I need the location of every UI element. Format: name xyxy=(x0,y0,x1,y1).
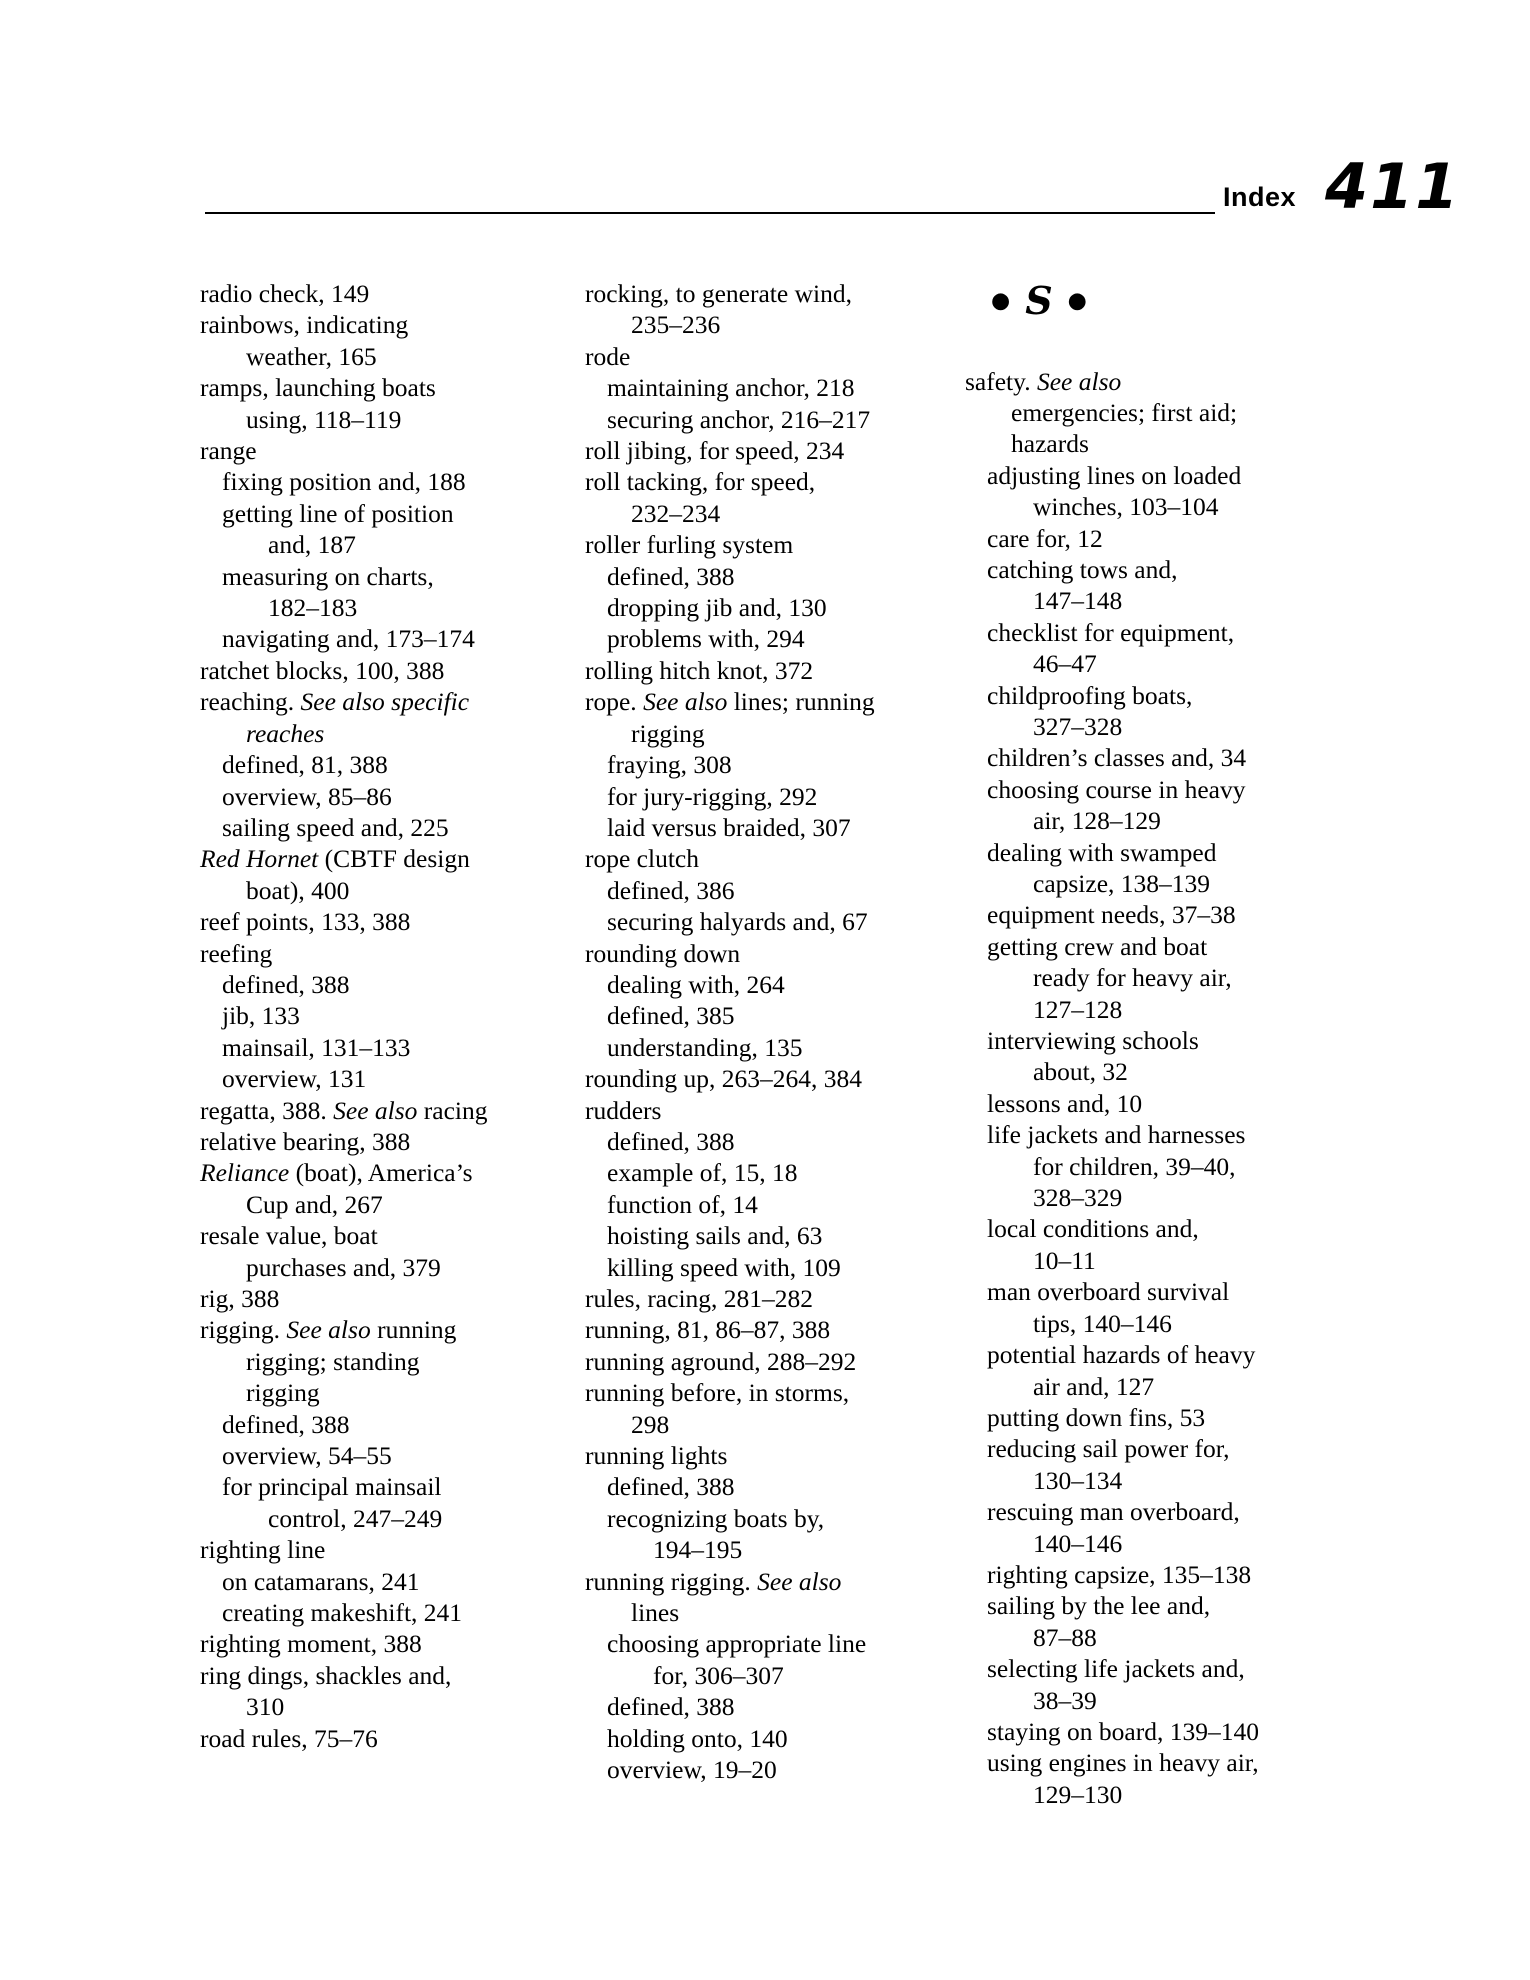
index-subentry: righting capsize, 135–138 xyxy=(987,1559,1252,1589)
index-subentry: potential hazards of heavy air and, 127 xyxy=(987,1340,1256,1401)
index-entry: rudders xyxy=(585,1095,662,1125)
index-entry: roller furling system xyxy=(585,530,794,560)
section-letter-heading: ● S ● xyxy=(991,277,1089,323)
index-subentry: defined, 81, 388 xyxy=(222,750,388,780)
index-subentry: fixing position and, 188 xyxy=(222,467,466,497)
index-columns xyxy=(200,278,1380,1878)
index-subentry: sailing speed and, 225 xyxy=(222,812,449,842)
index-subentry: interviewing schools about, 32 xyxy=(987,1026,1199,1087)
index-entry: radio check, 149 xyxy=(200,279,370,308)
index-entry: running, 81, 86–87, 388 xyxy=(585,1315,831,1345)
index-subentry: getting crew and boat ready for heavy air, 127–128 xyxy=(987,931,1232,1024)
index-entry: righting line xyxy=(200,1535,326,1565)
index-entry: ring dings, shackles and, 310 xyxy=(200,1660,452,1722)
page-header xyxy=(205,150,1475,230)
index-subentry: fraying, 308 xyxy=(607,750,732,780)
index-subentry: equipment needs, 37–38 xyxy=(987,900,1236,930)
index-entry: roll jibing, for speed, 234 xyxy=(585,436,845,466)
index-subentry: overview, 85–86 xyxy=(222,781,392,811)
index-subentry: securing anchor, 216–217 xyxy=(607,404,871,434)
index-subentry: dropping jib and, 130 xyxy=(607,593,827,623)
index-subentry: staying on board, 139–140 xyxy=(987,1716,1259,1746)
index-subentry: mainsail, 131–133 xyxy=(222,1032,411,1062)
index-subentry: recognizing boats by, 194–195 xyxy=(607,1503,825,1565)
index-subentry: choosing appropriate line for, 306–307 xyxy=(607,1629,867,1690)
index-subentry: understanding, 135 xyxy=(607,1032,803,1062)
index-subentry: laid versus braided, 307 xyxy=(607,812,851,842)
index-subentry: for jury-rigging, 292 xyxy=(607,781,818,811)
index-subentry: example of, 15, 18 xyxy=(607,1158,798,1188)
index-column-2 xyxy=(585,278,945,1786)
index-subentry: rescuing man overboard, 140–146 xyxy=(987,1497,1240,1558)
index-subentry: defined, 388 xyxy=(607,1126,735,1156)
index-entry: safety. See also emergencies; first aid; hazards xyxy=(965,366,1238,459)
index-subentry: function of, 14 xyxy=(607,1189,758,1219)
header-rule xyxy=(205,212,1215,214)
index-subentry: defined, 388 xyxy=(222,969,350,999)
index-entry: rainbows, indicating weather, 165 xyxy=(200,310,409,371)
index-entry: relative bearing, 388 xyxy=(200,1126,411,1156)
index-entry: rode xyxy=(585,341,631,371)
header-label: Index xyxy=(1223,182,1297,212)
index-subentry: dealing with swamped capsize, 138–139 xyxy=(987,837,1217,898)
index-subentry: defined, 388 xyxy=(607,1692,735,1722)
index-subentry: checklist for equipment, 46–47 xyxy=(987,617,1235,679)
index-entry: reaching. See also specific reaches xyxy=(200,687,470,748)
index-entry: running aground, 288–292 xyxy=(585,1346,857,1376)
index-subentry: children’s classes and, 34 xyxy=(987,743,1247,773)
page-number: 411 xyxy=(1325,150,1461,223)
index-entry: regatta, 388. See also racing xyxy=(200,1095,488,1125)
index-subentry: lessons and, 10 xyxy=(987,1088,1143,1118)
index-subentry: care for, 12 xyxy=(987,523,1103,553)
index-entry: rope clutch xyxy=(585,844,699,874)
index-subentry: holding onto, 140 xyxy=(607,1723,788,1753)
index-subentry: defined, 388 xyxy=(607,561,735,591)
index-entry: running rigging. See also lines xyxy=(585,1566,842,1628)
index-subentry: maintaining anchor, 218 xyxy=(607,373,855,403)
index-subentry: hoisting sails and, 63 xyxy=(607,1221,823,1251)
index-entry: running before, in storms, 298 xyxy=(585,1378,850,1439)
index-entry: rules, racing, 281–282 xyxy=(585,1284,814,1313)
index-subentry: killing speed with, 109 xyxy=(607,1252,841,1282)
index-subentry: dealing with, 264 xyxy=(607,969,785,999)
index-subentry: defined, 386 xyxy=(607,875,735,905)
index-entry: rigging. See also running rigging; standing rigging xyxy=(200,1315,457,1408)
index-subentry: life jackets and harnesses for children, 39–40, 328–329 xyxy=(987,1120,1246,1213)
index-subentry: getting line of position and, 187 xyxy=(222,498,454,560)
index-subentry: defined, 388 xyxy=(222,1409,350,1439)
index-subentry: selecting life jackets and, 38–39 xyxy=(987,1654,1245,1715)
index-column-3 xyxy=(965,278,1325,1810)
index-subentry: overview, 131 xyxy=(222,1064,367,1094)
index-entry: resale value, boat purchases and, 379 xyxy=(200,1221,441,1282)
index-subentry: local conditions and, 10–11 xyxy=(987,1214,1199,1275)
index-subentry: adjusting lines on loaded winches, 103–104 xyxy=(987,460,1242,522)
index-entry: running lights xyxy=(585,1441,728,1471)
index-entry: ratchet blocks, 100, 388 xyxy=(200,655,445,685)
index-entry: rolling hitch knot, 372 xyxy=(585,655,814,685)
index-subentry: reducing sail power for, 130–134 xyxy=(987,1434,1230,1495)
index-subentry: catching tows and, 147–148 xyxy=(987,554,1178,616)
index-subentry: jib, 133 xyxy=(222,1001,300,1031)
index-entry: range xyxy=(200,436,257,466)
index-subentry: sailing by the lee and, 87–88 xyxy=(987,1591,1211,1652)
index-subentry: defined, 388 xyxy=(607,1472,735,1502)
index-subentry: overview, 54–55 xyxy=(222,1441,392,1471)
index-entry: rounding down xyxy=(585,938,741,968)
index-entry: reefing xyxy=(200,938,273,968)
index-entry: reef points, 133, 388 xyxy=(200,907,411,937)
index-entry: rounding up, 263–264, 384 xyxy=(585,1064,862,1094)
index-entry: ramps, launching boats using, 118–119 xyxy=(200,373,436,434)
index-subentry: measuring on charts, 182–183 xyxy=(222,561,434,623)
index-subentry: choosing course in heavy air, 128–129 xyxy=(987,774,1246,836)
index-subentry: childproofing boats, 327–328 xyxy=(987,680,1193,741)
index-entry: righting moment, 388 xyxy=(200,1629,422,1659)
index-subentry: securing halyards and, 67 xyxy=(607,907,868,937)
index-column-1 xyxy=(200,278,560,1754)
index-entry: road rules, 75–76 xyxy=(200,1723,378,1753)
index-subentry: problems with, 294 xyxy=(607,624,805,654)
index-subentry: navigating and, 173–174 xyxy=(222,624,475,654)
index-subentry: man overboard survival tips, 140–146 xyxy=(987,1277,1230,1338)
index-entry: roll tacking, for speed, 232–234 xyxy=(585,467,816,528)
index-subentry: creating makeshift, 241 xyxy=(222,1598,463,1628)
index-subentry: defined, 385 xyxy=(607,1001,735,1031)
index-entry: Red Hornet (CBTF design boat), 400 xyxy=(200,844,470,905)
index-entry: rig, 388 xyxy=(200,1284,280,1313)
index-subentry: on catamarans, 241 xyxy=(222,1566,420,1596)
index-subentry: using engines in heavy air, 129–130 xyxy=(987,1748,1259,1809)
index-entry: rope. See also lines; running rigging xyxy=(585,687,875,748)
index-entry: Reliance (boat), America’s Cup and, 267 xyxy=(200,1158,473,1219)
index-subentry: for principal mainsail control, 247–249 xyxy=(222,1472,443,1533)
index-subentry: putting down fins, 53 xyxy=(987,1402,1206,1432)
index-entry: rocking, to generate wind, 235–236 xyxy=(585,279,852,340)
index-subentry: overview, 19–20 xyxy=(607,1755,777,1785)
